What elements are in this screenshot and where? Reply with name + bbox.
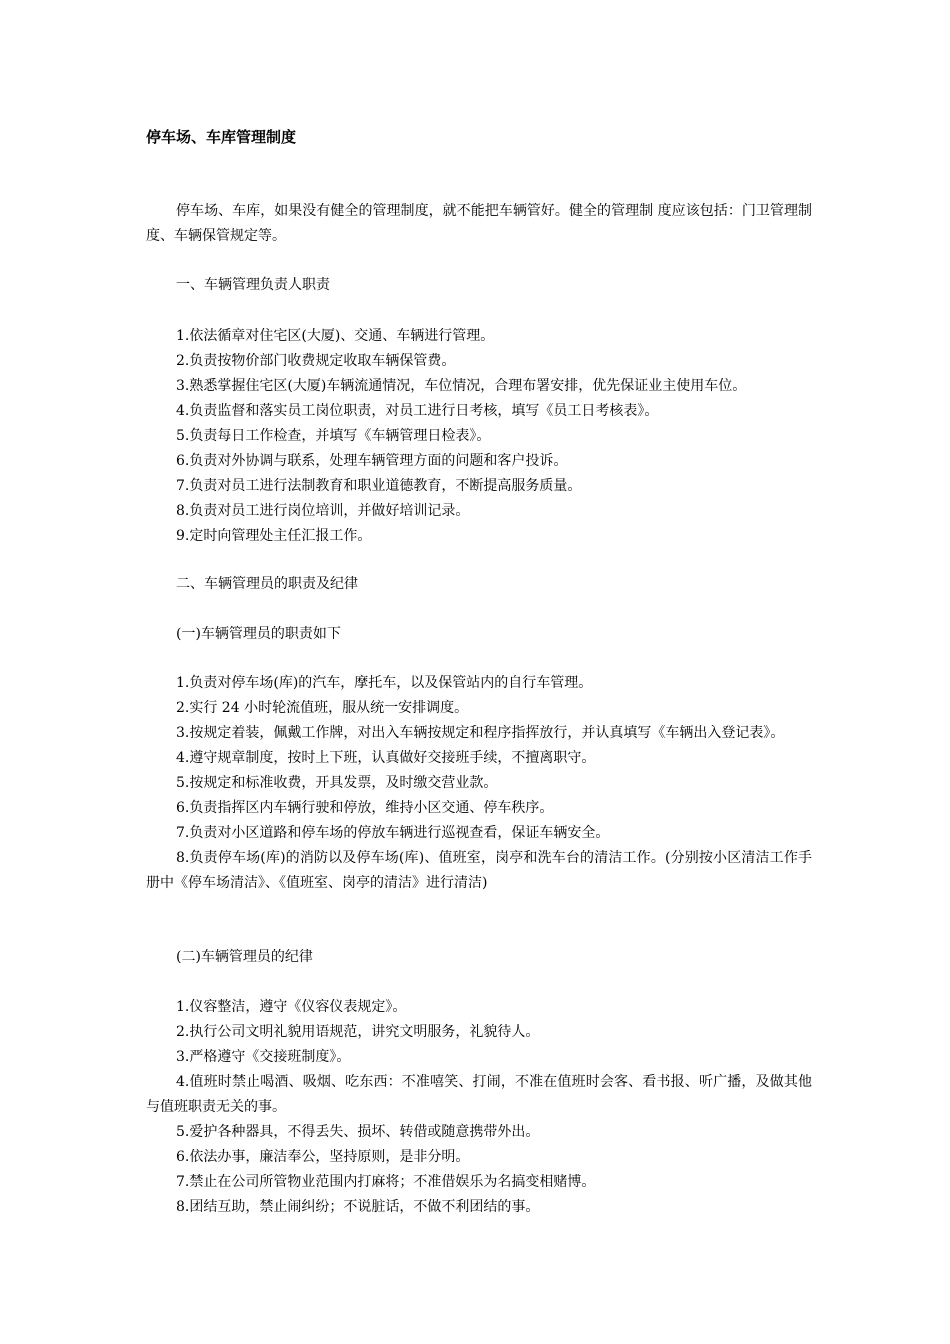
list-item: 4.值班时禁止喝酒、吸烟、吃东西：不准嘻笑、打闹，不准在值班时会客、看书报、听广播，及做其他与值班职责无关的事。 [146, 1074, 812, 1115]
list-item: 1.依法循章对住宅区(大厦)、交通、车辆进行管理。 [176, 328, 495, 344]
list-item: 6.负责指挥区内车辆行驶和停放，维持小区交通、停车秩序。 [176, 800, 554, 816]
list-item: 1.负责对停车场(库)的汽车，摩托车，以及保管站内的自行车管理。 [176, 675, 593, 691]
section2-heading: 二、车辆管理员的职责及纪律 [176, 576, 358, 592]
list-item: 3.严格遵守《交接班制度》。 [176, 1049, 351, 1065]
list-item: 7.负责对员工进行法制教育和职业道德教育，不断提高服务质量。 [176, 478, 582, 494]
list-item: 5.负责每日工作检查，并填写《车辆管理日检表》。 [176, 428, 491, 444]
section1-heading: 一、车辆管理负责人职责 [176, 277, 330, 293]
section2-sub1-list [146, 671, 812, 896]
section2-sub2-list [146, 995, 812, 1220]
list-item: 5.爱护各种器具，不得丢失、损坏、转借或随意携带外出。 [176, 1124, 540, 1140]
list-item: 7.负责对小区道路和停车场的停放车辆进行巡视查看，保证车辆安全。 [176, 825, 610, 841]
list-item: 8.负责对员工进行岗位培训，并做好培训记录。 [176, 503, 470, 519]
list-item: 8.负责停车场(库)的消防以及停车场(库)、值班室，岗亭和洗车台的清洁工作。(分别按小区清洁工作手册中《停车场清洁》、《值班室、岗亭的清洁》进行清洁) [146, 850, 812, 891]
list-item: 2.实行 24 小时轮流值班，服从统一安排调度。 [176, 700, 469, 716]
list-item: 9.定时向管理处主任汇报工作。 [176, 528, 372, 544]
list-item: 3.按规定着装，佩戴工作牌，对出入车辆按规定和程序指挥放行，并认真填写《车辆出入登记表》。 [176, 725, 785, 741]
list-item: 5.按规定和标准收费，开具发票，及时缴交营业款。 [176, 775, 498, 791]
list-item: 4.负责监督和落实员工岗位职责，对员工进行日考核，填写《员工日考核表》。 [176, 403, 659, 419]
list-item: 7.禁止在公司所管物业范围内打麻将；不准借娱乐为名搞变相赌博。 [176, 1174, 596, 1190]
list-item: 3.熟悉掌握住宅区(大厦)车辆流通情况，车位情况，合理布署安排，优先保证业主使用车位。 [176, 378, 747, 394]
section2-sub1-heading: (一)车辆管理员的职责如下 [176, 626, 341, 642]
section1-list [146, 324, 812, 549]
list-item: 6.依法办事，廉洁奉公，坚持原则，是非分明。 [176, 1149, 470, 1165]
document-title: 停车场、车库管理制度 [146, 128, 297, 146]
list-item: 1.仪容整洁，遵守《仪容仪表规定》。 [176, 999, 407, 1015]
list-item: 6.负责对外协调与联系，处理车辆管理方面的问题和客户投诉。 [176, 453, 568, 469]
list-item: 2.负责按物价部门收费规定收取车辆保管费。 [176, 353, 456, 369]
intro-paragraph: 停车场、车库，如果没有健全的管理制度，就不能把车辆管好。健全的管理制 度应该包括：门卫管理制度、车辆保管规定等。 [146, 203, 812, 244]
list-item: 4.遵守规章制度，按时上下班，认真做好交接班手续，不擅离职守。 [176, 750, 596, 766]
list-item: 8.团结互助，禁止闹纠纷；不说脏话，不做不利团结的事。 [176, 1199, 540, 1215]
list-item: 2.执行公司文明礼貌用语规范，讲究文明服务，礼貌待人。 [176, 1024, 540, 1040]
section2-sub2-heading: (二)车辆管理员的纪律 [176, 949, 313, 965]
